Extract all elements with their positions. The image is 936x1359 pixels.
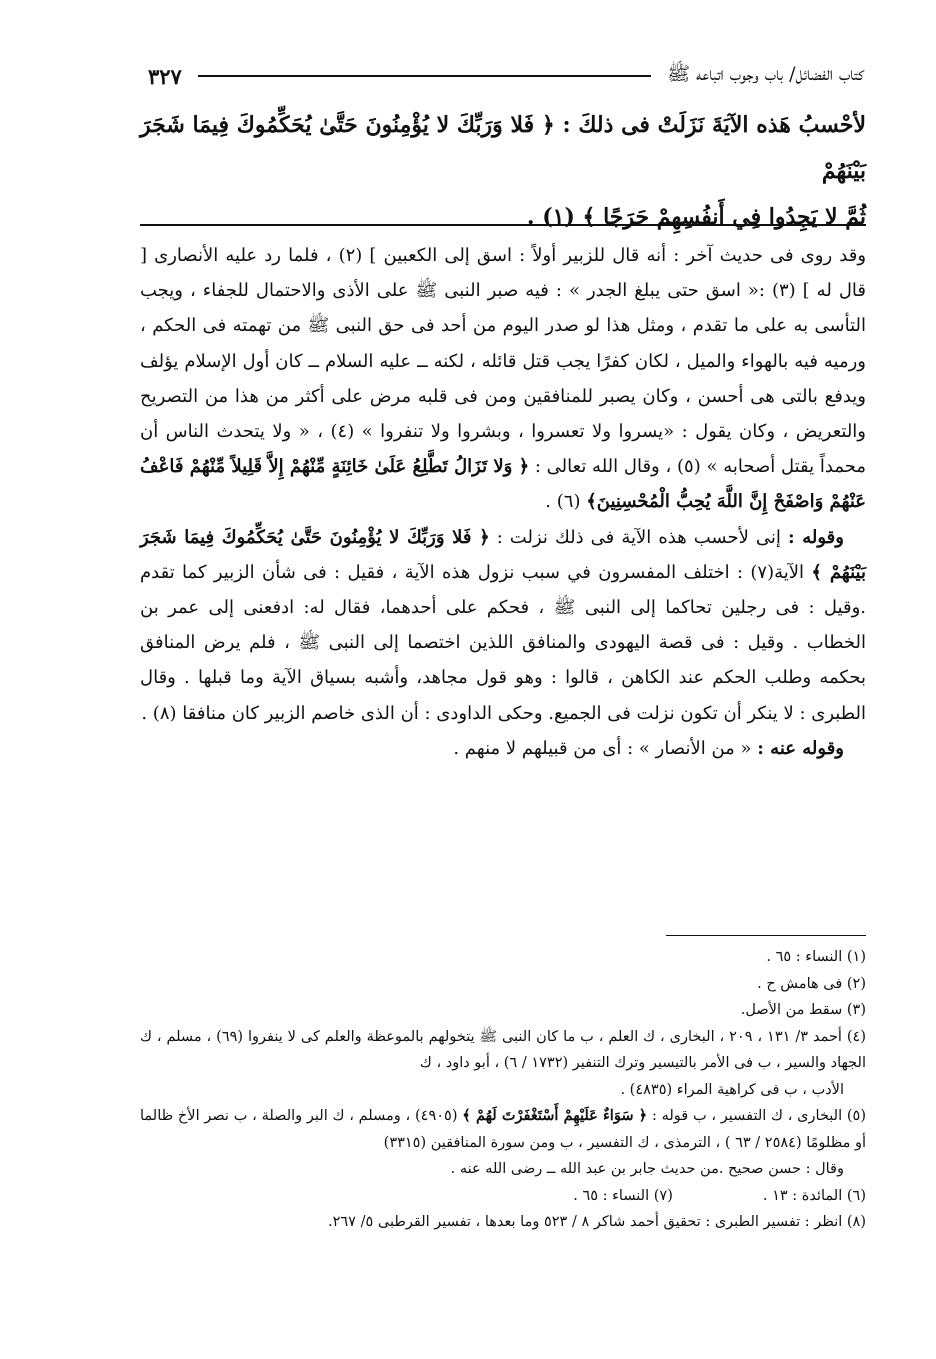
hadith-text <box>140 102 866 240</box>
footnotes <box>140 944 866 1236</box>
footnote <box>140 1103 866 1156</box>
page-number: ٣٢٧ <box>148 63 182 89</box>
footnote: (٣) سقط من الأصل. <box>740 1002 866 1018</box>
footnote-rule <box>666 935 866 936</box>
paragraph-text: (٦) . <box>545 491 581 513</box>
header-rule <box>198 75 651 77</box>
paragraph-text: الآية(٧) : اختلف المفسرون في سبب نزول هذه الآية ، فقيل : فى شأن الزبير كما تقدم .وقيل : فى رجلين تحاكما إلى النبى ﷺ ، فحكم على أحدهما، فقال له: ادفعنى إلى عمر بن الخطاب . وقيل : فى قصة اليهودى والمنافق اللذين اختصما إلى النبى ﷺ ، فلم يرض المنافق بحكمه وطلب الحكم عند الكاهن ، قالوا : وهو قول مجاهد، وأشبه بسياق الآية وما قبلها . وقال الطبرى : لا ينكر أن تكون نزلت فى الجميع. وحكى الداودى : أن الذى خاصم الزبير كان منافقا (٨) . <box>140 561 866 724</box>
footnote: (٦) المائدة : ١٣ . <box>762 1187 866 1204</box>
chapter-title: كتاب الفضائل/ باب وجوب اتباعه ﷺ <box>667 63 864 85</box>
quran-quote: ﴿ فَلا وَرَبِّكَ لا يُؤْمِنُونَ حَتَّىٰ يُحَكِّمُوكَ فِيمَا شَجَرَ بَيْنَهُمْ ﴾ <box>140 526 866 583</box>
commentary <box>140 238 866 766</box>
commentary-paragraph <box>140 520 866 731</box>
section-divider <box>140 224 866 226</box>
footnote-continuation: الأدب ، ب فى كراهية المراء (٤٨٣٥) . <box>620 1081 844 1098</box>
paragraph-text: « من الأنصار » : أى من قبيلهم لا منهم . <box>453 737 752 759</box>
paragraph-text: وقد روى فى حديث آخر : أنه قال للزبير أولاً : اسق إلى الكعبين ] (٢) ، فلما رد عليه الأنصارى [ قال له ] (٣) :« اسق حتى يبلغ الجدر » : فيه صبر النبى ﷺ على الأذى والاحتمال للجفاء ، ويجب التأسى به على ما تقدم ، ومثل هذا لو صدر اليوم من أحد فى حق النبى ﷺ من تهمته فى الحكم ، ورميه فيه بالهواء والميل ، لكان كفرًا يجب قتل قائله ، لكنه ــ عليه السلام ــ كان أول الإسلام يؤلف ويدفع بالتى هى أحسن ، وكان يصبر للمنافقين ومن فى قلبه مرض على أكثر من هذا من التصريح والتعريض ، وكان يقول : «يسروا ولا تعسروا ، وبشروا ولا تنفروا » (٤) ، « ولا يتحدث الناس أن محمداً يقتل أصحابه » (٥) ، وقال الله تعالى : <box>140 245 867 478</box>
hadith-line: لأحْسبُ هَذه الآيَةَ نَزَلَتْ فى ذلكَ : ﴿ فَلا وَرَبِّكَ لا يُؤْمِنُونَ حَتَّىٰ يُحَكِّمُوكَ فِيمَا شَجَرَ بَيْنَهُمْ <box>140 112 866 184</box>
footnote: (٨) انظر : تفسير الطبرى : تحقيق أحمد شاكر ٨ / ٥٢٣ وما بعدها ، تفسير القرطبى ٥/ ٢٦٧. <box>327 1214 866 1230</box>
footnote-continuation: وقال : حسن صحيح .من حديث جابر بن عبد الله ــ رضى الله عنه . <box>450 1161 844 1177</box>
running-header <box>148 58 864 94</box>
footnote-text: (٥) البخارى ، ك التفسير ، ب قوله : <box>651 1108 867 1124</box>
paragraph-text: إنى لأحسب هذه الآية فى ذلك نزلت : <box>496 526 781 548</box>
footnote-pair <box>140 1183 866 1210</box>
lemma: وقوله : <box>788 526 844 548</box>
lemma: وقوله عنه : <box>757 737 844 759</box>
footnote-text: (٤٩٠٥) ، ومسلم ، ك البر والصلة ، ب نصر الأخ ظالما أو مظلومًا (٢٥٨٤ / ٦٣ ) ، الترمذى ، ك التفسير ، ب ومن سورة المنافقين (٣٣١٥) <box>140 1108 866 1151</box>
footnote: (١) النساء : ٦٥ . <box>766 949 866 965</box>
footnote: (٧) النساء : ٦٥ . <box>573 1187 673 1204</box>
footnote: (٤) أحمد ٣/ ١٣١ ، ٢٠٩ ، البخارى ، ك العلم ، ب ما كان النبى ﷺ يتخولهم بالموعظة والعلم كى لا ينفروا (٦٩) ، مسلم ، ك الجهاد والسير ، ب فى الأمر بالتيسير وترك التنفير (١٧٣٢ / ٦) ، أبو داود ، ك <box>140 1028 866 1071</box>
commentary-paragraph <box>140 731 866 766</box>
quran-quote: ﴿ سَوَاءٌ عَلَيْهِمْ أَسْتَغْفَرْتَ لَهُمْ ﴾ <box>462 1107 648 1124</box>
hadith-line: ثُمَّ لا يَجِدُوا فِي أَنفُسِهِمْ حَرَجًا ﴾ (١) . <box>526 204 866 230</box>
footnote: (٢) فى هامش ح . <box>757 975 866 992</box>
quran-quote: ﴿ وَلا تَزَالُ تَطَّلِعُ عَلَىٰ خَائِنَةٍ مِّنْهُمْ إِلاَّ قَلِيلاً مِّنْهُمْ فَاعْفُ عَنْهُمْ وَاصْفَحْ إِنَّ اللَّهَ يُحِبُّ الْمُحْسِنِينَ﴾ <box>140 456 866 513</box>
commentary-paragraph <box>140 238 866 520</box>
